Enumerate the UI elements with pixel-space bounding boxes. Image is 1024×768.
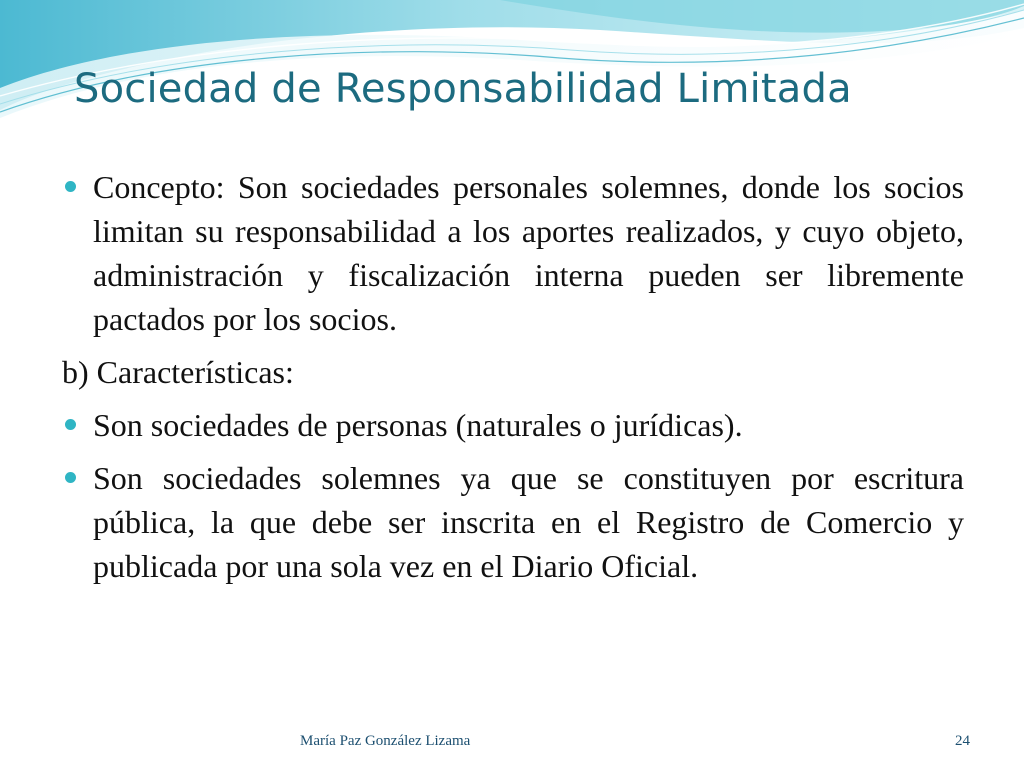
page-number: 24: [955, 733, 970, 749]
bullet-item-concepto: [62, 165, 964, 341]
subheading-caracteristicas: b) Características:: [62, 354, 294, 390]
bullet-text: Son sociedades de personas (naturales o jurídicas).: [93, 407, 743, 443]
footer-author: María Paz González Lizama: [300, 733, 471, 749]
bullet-text: Son sociedades solemnes ya que se constituyen por escritura pública, la que debe ser inscrita en el Registro de Comercio y publicada por una sola vez en el Diario Oficial.: [93, 460, 964, 584]
slide-title: Sociedad de Responsabilidad Limitada: [74, 66, 852, 112]
slide-body: [62, 165, 964, 597]
bullet-dot-icon: [65, 472, 76, 483]
bullet-text: Concepto: Son sociedades personales solemnes, donde los socios limitan su responsabilidad a los aportes realizados, y cuyo objeto, administración y fiscalización interna pueden ser libremente pactados por los socios.: [93, 169, 964, 337]
bullet-item-personas: [62, 403, 964, 447]
bullet-dot-icon: [65, 419, 76, 430]
bullet-item-solemnes: [62, 456, 964, 588]
bullet-dot-icon: [65, 181, 76, 192]
